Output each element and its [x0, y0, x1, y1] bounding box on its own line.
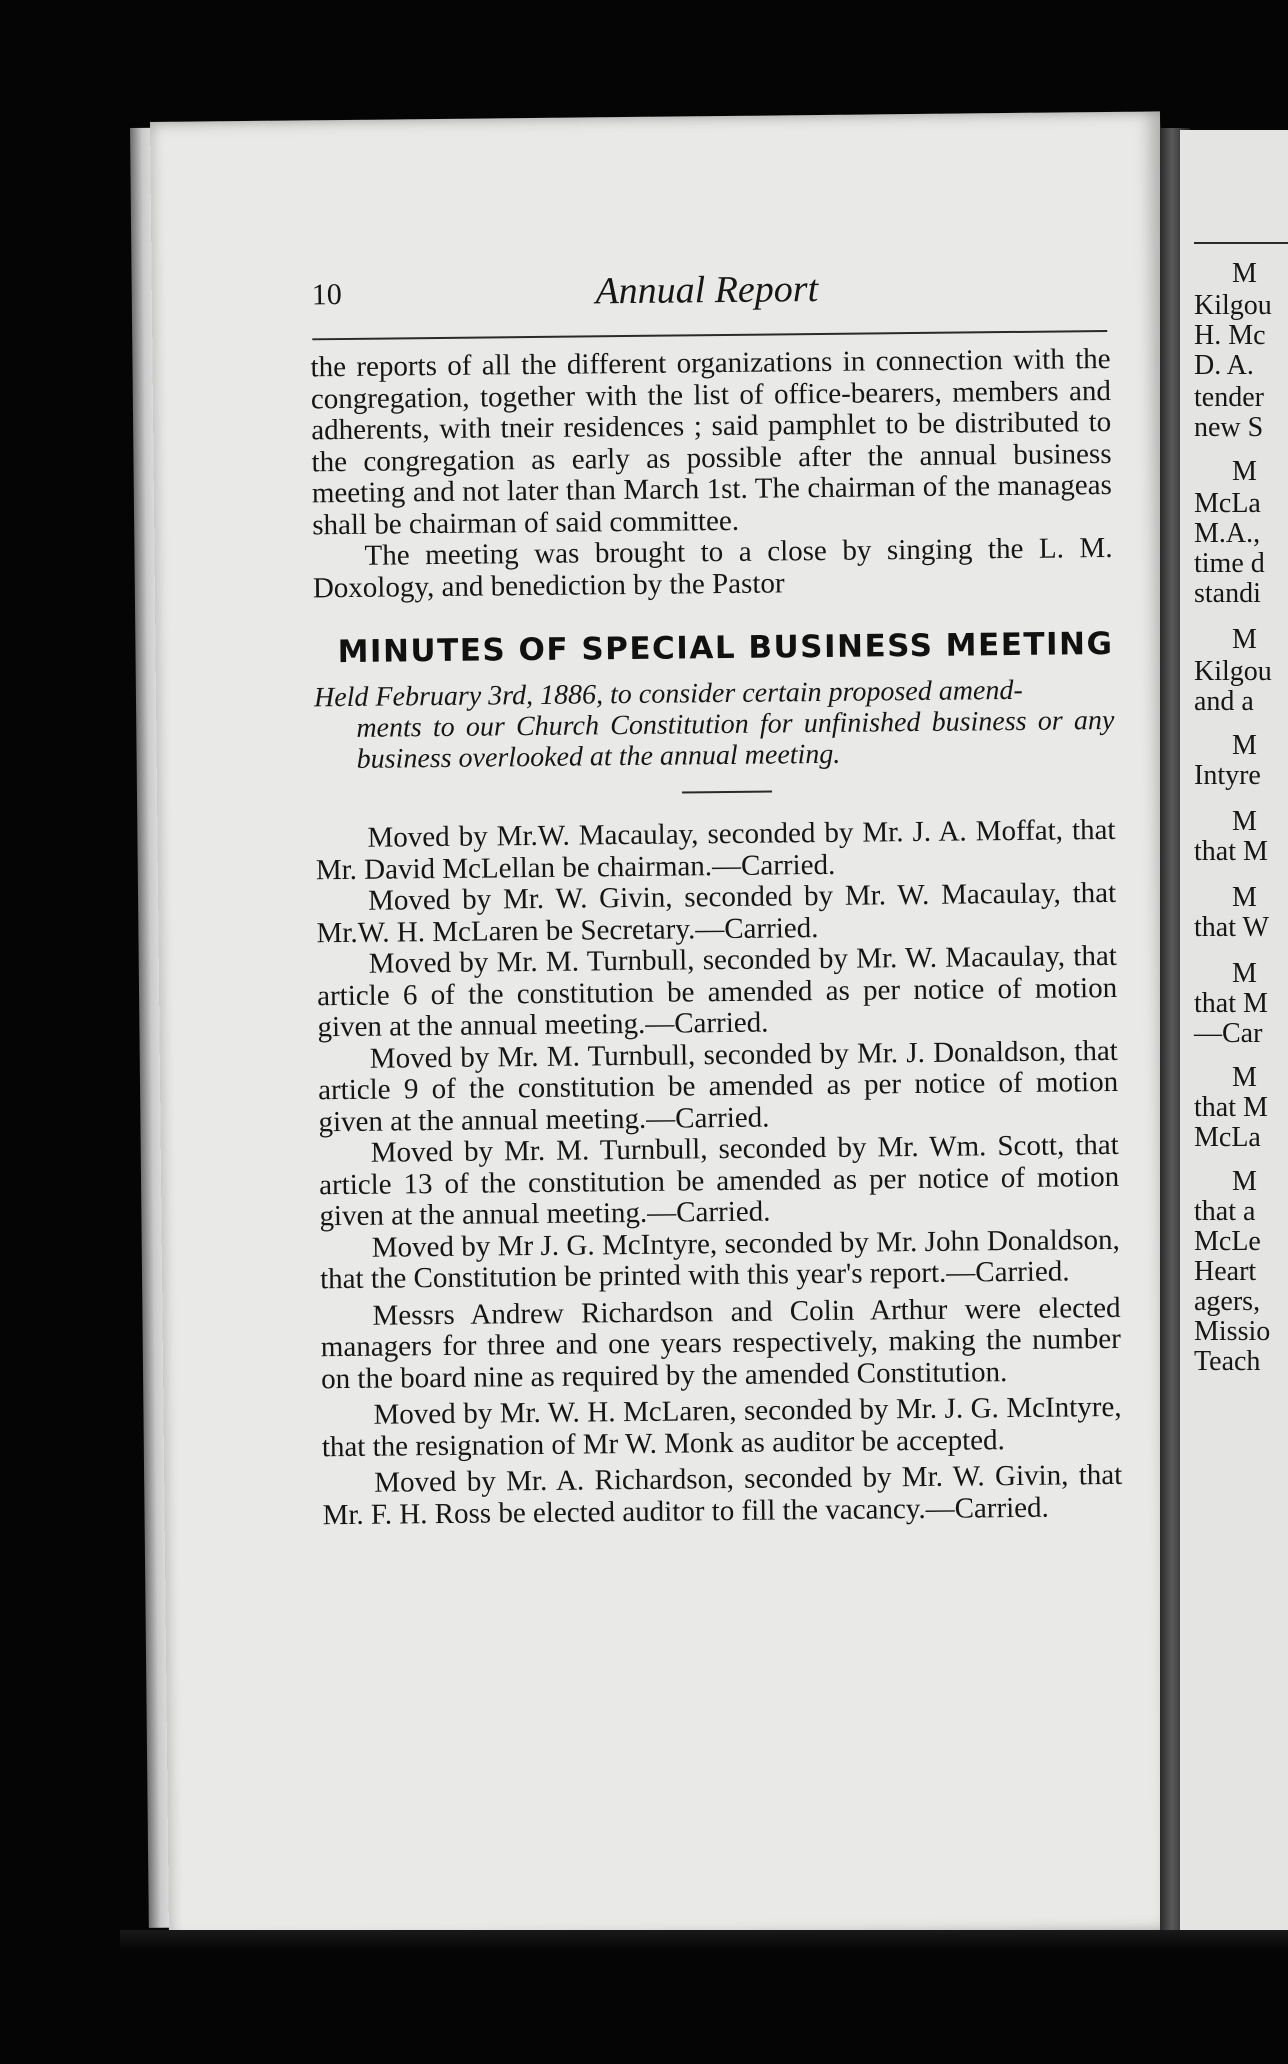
facing-page-fragment: M.A., — [1194, 518, 1261, 549]
facing-page-fragment: time d — [1194, 548, 1265, 579]
facing-page-fragment: Kilgou — [1194, 290, 1272, 321]
minute-entry: Moved by Mr. W. H. McLaren, seconded by Mr. J. G. McIntyre, that the resignation of Mr W. Monk as auditor be accepted. — [321, 1390, 1122, 1463]
section-subheading — [314, 674, 1115, 775]
facing-page-fragment: standi — [1194, 578, 1261, 609]
subheading-first-line: Held February 3rd, 1886, to consider certain proposed amend- — [313, 674, 1023, 714]
subheading-continuation: ments to our Church Constitution for unfinished business or any business overlooked at the annual meeting. — [356, 704, 1115, 775]
facing-page-fragment: M — [1232, 958, 1257, 989]
facing-page-fragment: that a — [1194, 1196, 1256, 1227]
facing-page-fragment: agers, — [1194, 1286, 1261, 1317]
minute-entry: Moved by Mr. M. Turnbull, seconded by Mr. J. Donaldson, that article 9 of the constitution be amended as per notice of motion given at the annual meeting.—Carried. — [317, 1034, 1119, 1138]
right-page-header-rule — [1194, 242, 1288, 244]
minute-entry: Moved by Mr.W. Macaulay, seconded by Mr. J. A. Moffat, that Mr. David McLellan be chairman.—Carried. — [315, 813, 1116, 886]
facing-page-fragment: that M — [1194, 1092, 1268, 1123]
facing-page-fragment: McLa — [1194, 1122, 1261, 1153]
facing-page-fragment: McLa — [1194, 488, 1261, 519]
facing-page-fragment: tender — [1194, 382, 1264, 413]
facing-page-fragment: M — [1232, 1062, 1257, 1093]
facing-page-fragment: that W — [1194, 912, 1269, 943]
opening-paragraph: the reports of all the different organizations in connection with the congregation, together with the list of office-bearers, members and adherents, with tneir residences ; said pamphlet to be distributed to the congregation as early as possible after the annual business meeting and not later than March 1st. The chairman of the manageas shall be chairman of said committee. — [310, 342, 1113, 541]
minute-entry: Moved by Mr. M. Turnbull, seconded by Mr. W. Macaulay, that article 6 of the constitution be amended as per notice of motion given at the annual meeting.—Carried. — [316, 939, 1118, 1044]
facing-page-fragment: McLe — [1194, 1226, 1261, 1257]
facing-page-fragment: M — [1232, 730, 1257, 761]
minute-entry: Moved by Mr. W. Givin, seconded by Mr. W. Macaulay, that Mr.W. H. McLaren be Secretary.—Carried. — [316, 876, 1117, 949]
facing-page-fragment: M — [1232, 456, 1257, 487]
running-title: Annual Report — [595, 268, 819, 313]
facing-page-fragment: new S — [1194, 412, 1264, 443]
page-number: 10 — [311, 278, 342, 312]
facing-page-fragment: H. Mc — [1194, 320, 1266, 351]
facing-page-fragment: Intyre — [1194, 760, 1261, 791]
book-page-left — [150, 111, 1179, 1941]
facing-page-fragment: that M — [1194, 836, 1268, 867]
facing-page-fragment: M — [1232, 1166, 1257, 1197]
section-heading: MINUTES OF SPECIAL BUSINESS MEETING — [337, 625, 1114, 671]
facing-page-fragment: M — [1232, 258, 1257, 289]
facing-page-fragment: Kilgou — [1194, 656, 1272, 687]
bottom-shadow — [120, 1930, 1288, 1950]
page-header — [312, 270, 1102, 328]
facing-page-fragment: Teach — [1194, 1346, 1261, 1377]
facing-page-fragment: —Car — [1194, 1018, 1263, 1049]
minute-entry: Moved by Mr. M. Turnbull, seconded by Mr. Wm. Scott, that article 13 of the constitution be amended as per notice of motion given at the annual meeting.—Carried. — [318, 1128, 1120, 1233]
facing-page-fragment: Missio — [1194, 1316, 1271, 1347]
facing-page-fragment: Heart — [1194, 1256, 1257, 1287]
closing-paragraph: The meeting was brought to a close by singing the L. M. Doxology, and benediction by the Pastor — [312, 531, 1113, 604]
facing-page-fragment: that M — [1194, 988, 1268, 1019]
facing-page-fragment: M — [1232, 624, 1257, 655]
header-rule — [312, 330, 1107, 340]
facing-page-fragment: D. A. — [1194, 350, 1254, 381]
facing-page-fragment: M — [1232, 882, 1257, 913]
book-page-right-partial — [1180, 130, 1288, 1945]
minute-entry: Moved by Mr. A. Richardson, seconded by Mr. W. Givin, that Mr. F. H. Ross be elected auditor to fill the vacancy.—Carried. — [322, 1458, 1123, 1531]
minutes-list — [315, 815, 1122, 1531]
minute-entry: Messrs Andrew Richardson and Colin Arthur were elected managers for three and one years respectively, making the number on the board nine as required by the amended Constitution. — [320, 1291, 1121, 1395]
facing-page-fragment: and a — [1194, 686, 1254, 717]
page-body — [310, 344, 1122, 1531]
section-divider — [682, 791, 772, 794]
minute-entry: Moved by Mr J. G. McIntyre, seconded by Mr. John Donaldson, that the Constitution be printed with this year's report.—Carried. — [319, 1223, 1120, 1296]
facing-page-fragment: M — [1232, 806, 1257, 837]
